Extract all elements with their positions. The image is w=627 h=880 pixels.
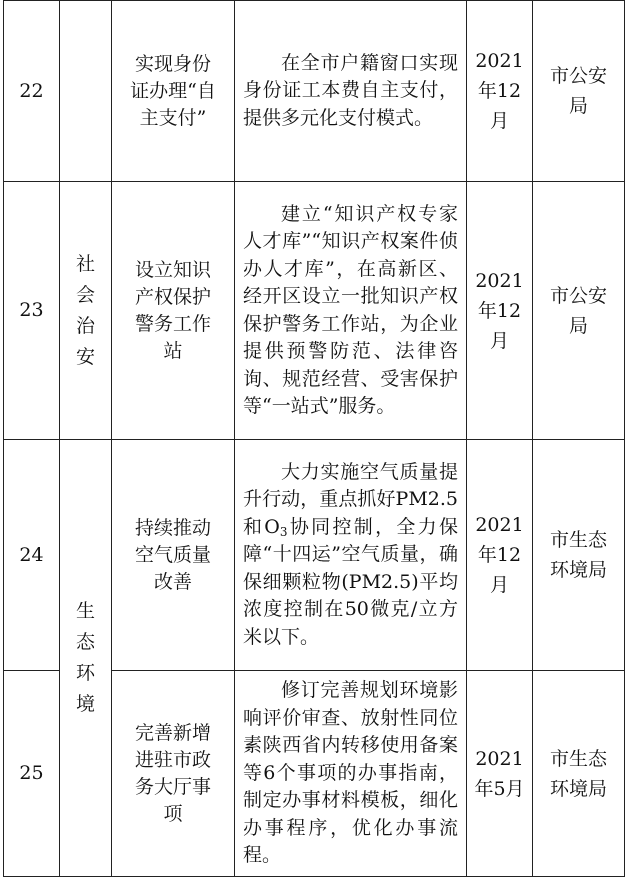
deadline (467, 182, 533, 440)
deadline-month: 年12月 (477, 80, 522, 132)
category-label: 社会治安 (75, 252, 95, 368)
responsible-department: 市生态环境局 (533, 671, 625, 877)
deadline (467, 1, 533, 182)
content-text-part1: 大力实施空气质量提升行动，重点抓好PM2.5和O (243, 460, 458, 538)
content-text: 修订完善规划环境影响评价审查、放射性同位素陕西省内转移使用备案等6个事项的办事指南，制定办事材料模板，细化办事程序，优化办事流程。 (243, 679, 458, 867)
content-text-part2: 协同控制，全力保障“十四运”空气质量，确保细颗粒物(PM2.5)平均浓度控制在50微克/立方米以下。 (243, 515, 458, 648)
row-number: 24 (4, 440, 60, 671)
deadline-month: 年5月 (474, 777, 525, 800)
content-text: 在全市户籍窗口实现身份证工本费自主支付，提供多元化支付模式。 (243, 51, 458, 129)
ozone-subscript: 3 (279, 524, 288, 539)
responsible-department: 市公安局 (533, 182, 625, 440)
item-name: 持续推动空气质量改善 (112, 440, 235, 671)
row-number: 25 (4, 671, 60, 877)
content-text: 建立“知识产权专家人才库”“知识产权案件侦办人才库”，在高新区、经开区设立一批知识产权保护警务工作站，为企业提供预警防范、法律咨询、规范经营、受害保护等“一站式”服务。 (243, 202, 458, 417)
category-cell-empty (60, 1, 112, 182)
row-number: 22 (4, 1, 60, 182)
item-content (235, 1, 467, 182)
row-number: 23 (4, 182, 60, 440)
item-name: 实现身份证办理“自主支付” (112, 1, 235, 182)
category-label: 生态环境 (75, 600, 95, 715)
item-content (235, 182, 467, 440)
table-row-24 (4, 440, 625, 671)
deadline-year: 2021 (475, 747, 524, 770)
item-content (235, 440, 467, 671)
deadline-year: 2021 (475, 50, 524, 72)
task-table (3, 0, 625, 877)
responsible-department: 市公安局 (533, 1, 625, 182)
table-row-22 (4, 1, 625, 182)
deadline-month: 年12月 (477, 544, 522, 596)
deadline (467, 440, 533, 671)
category-cell (60, 440, 112, 877)
content-text (243, 459, 458, 652)
responsible-department: 市生态环境局 (533, 440, 625, 671)
deadline (467, 671, 533, 877)
item-name: 完善新增进驻市政务大厅事项 (112, 671, 235, 877)
item-name: 设立知识产权保护警务工作站 (112, 182, 235, 440)
deadline-year: 2021 (475, 269, 524, 292)
category-cell (60, 182, 112, 440)
deadline-year: 2021 (475, 514, 524, 536)
deadline-month: 年12月 (477, 299, 522, 352)
table-row-23 (4, 182, 625, 440)
item-content (235, 671, 467, 877)
